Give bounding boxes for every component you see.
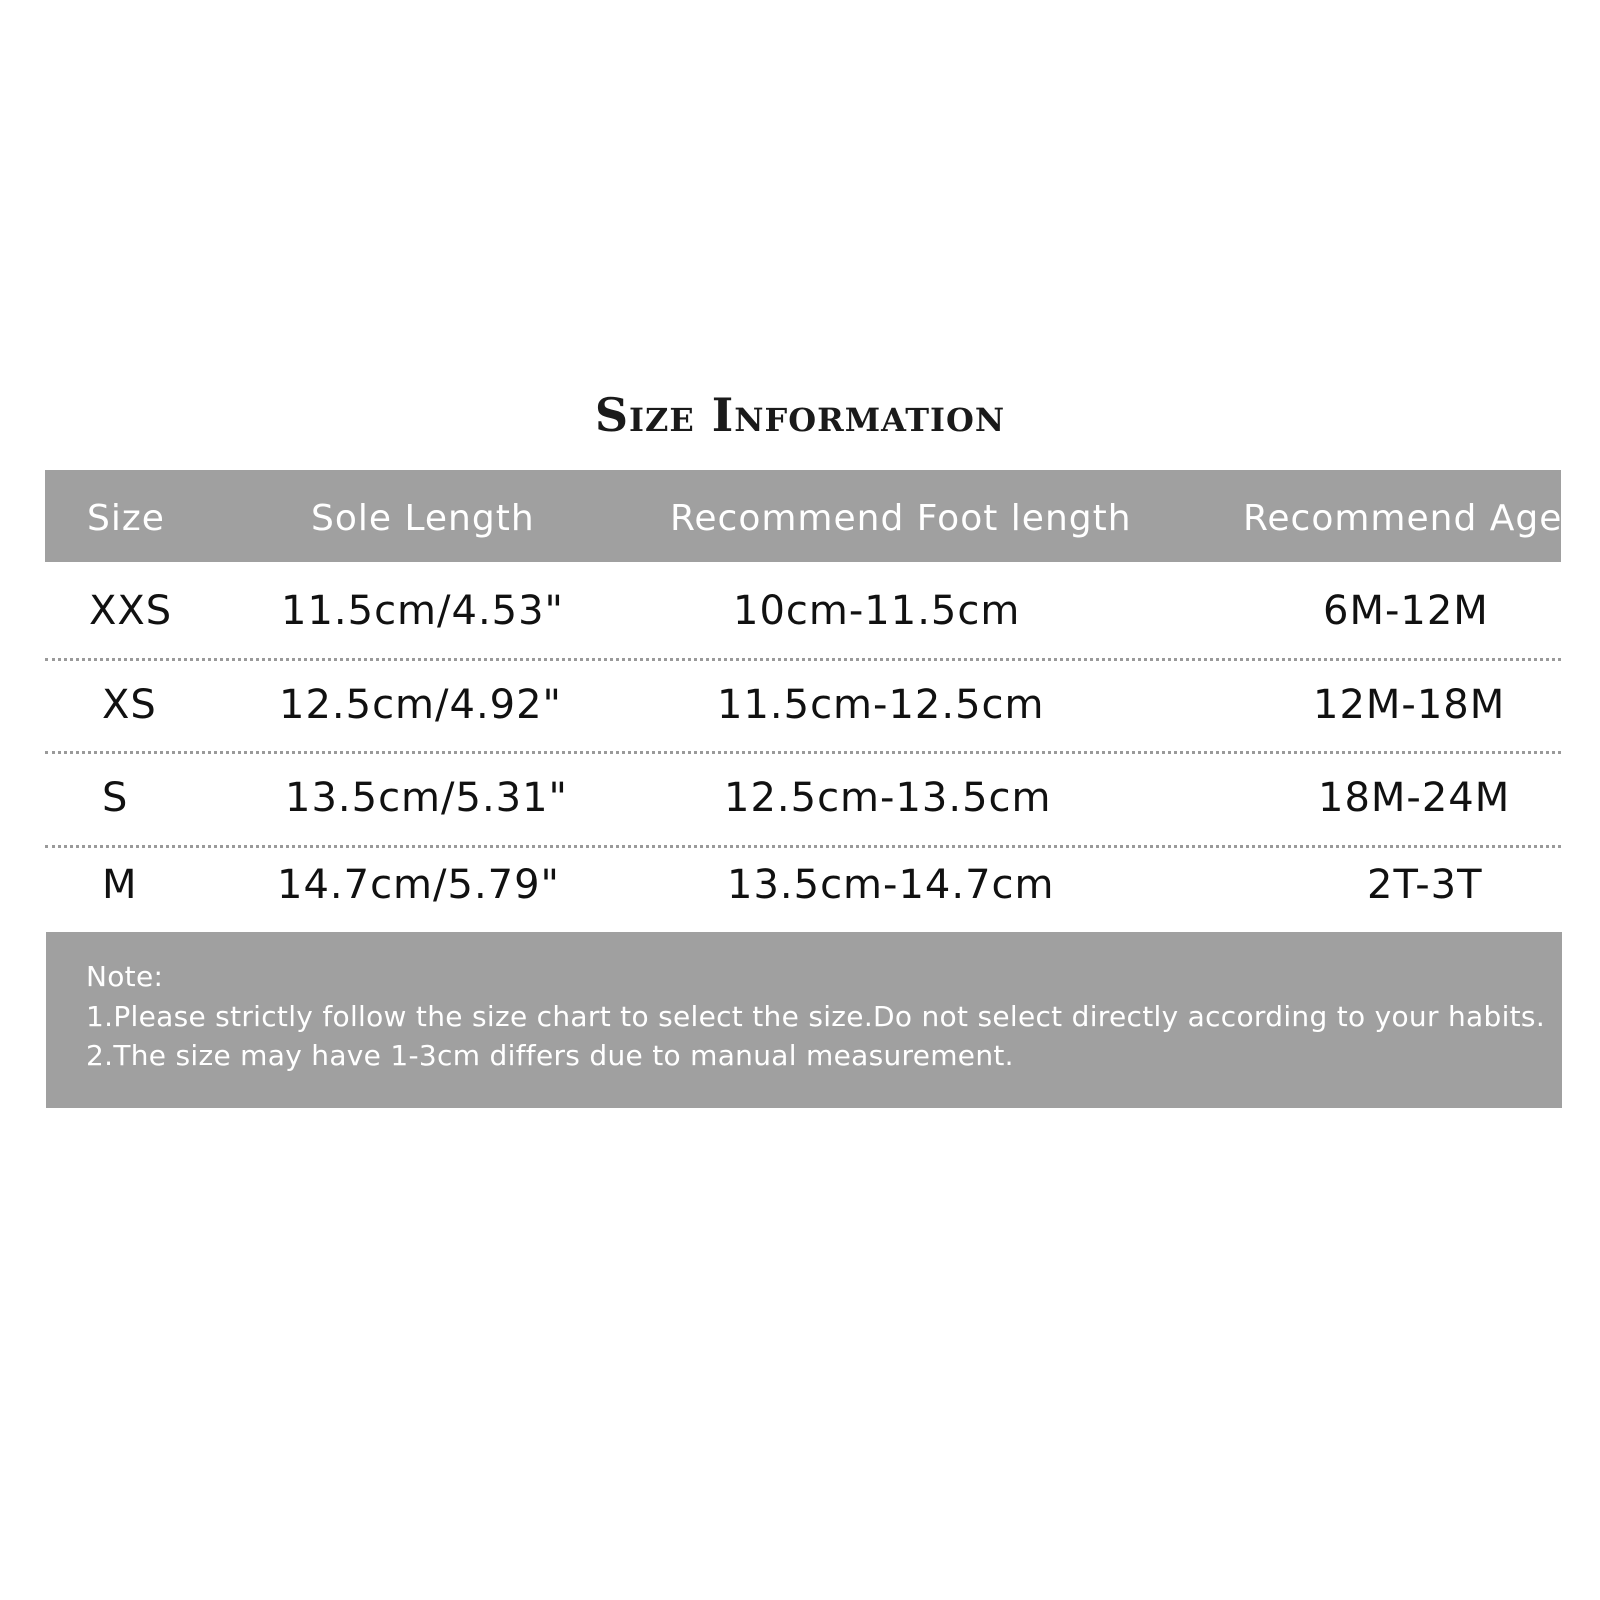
cell-sole-length: 12.5cm/4.92" <box>279 682 562 728</box>
note-heading: Note: <box>86 960 164 993</box>
cell-age: 2T-3T <box>1367 862 1483 908</box>
header-recommend-age: Recommend Age <box>1243 498 1563 539</box>
cell-age: 18M-24M <box>1318 775 1511 821</box>
header-sole-length: Sole Length <box>311 498 535 539</box>
row-divider <box>45 658 1561 661</box>
cell-foot-length: 11.5cm-12.5cm <box>717 682 1045 728</box>
cell-size: XS <box>102 682 157 728</box>
header-recommend-foot-length: Recommend Foot length <box>670 498 1132 539</box>
cell-size: M <box>102 862 138 908</box>
table-row <box>45 757 1561 849</box>
header-size: Size <box>87 498 165 539</box>
table-header <box>45 470 1561 562</box>
cell-sole-length: 14.7cm/5.79" <box>277 862 560 908</box>
note-box <box>46 932 1562 1108</box>
page-title: Size Information <box>594 388 1006 442</box>
cell-size: S <box>102 775 129 821</box>
note-line-1: 1.Please strictly follow the size chart to select the size.Do not select directly according to your habits. <box>86 1000 1546 1033</box>
cell-foot-length: 10cm-11.5cm <box>733 588 1021 634</box>
cell-foot-length: 12.5cm-13.5cm <box>724 775 1052 821</box>
table-row <box>45 844 1561 936</box>
cell-age: 6M-12M <box>1323 588 1489 634</box>
cell-foot-length: 13.5cm-14.7cm <box>727 862 1055 908</box>
cell-sole-length: 11.5cm/4.53" <box>281 588 564 634</box>
cell-sole-length: 13.5cm/5.31" <box>285 775 568 821</box>
row-divider <box>45 751 1561 754</box>
table-row <box>45 664 1561 756</box>
table-row <box>45 570 1561 662</box>
cell-size: XXS <box>89 588 173 634</box>
cell-age: 12M-18M <box>1313 682 1506 728</box>
note-line-2: 2.The size may have 1-3cm differs due to manual measurement. <box>86 1039 1014 1072</box>
